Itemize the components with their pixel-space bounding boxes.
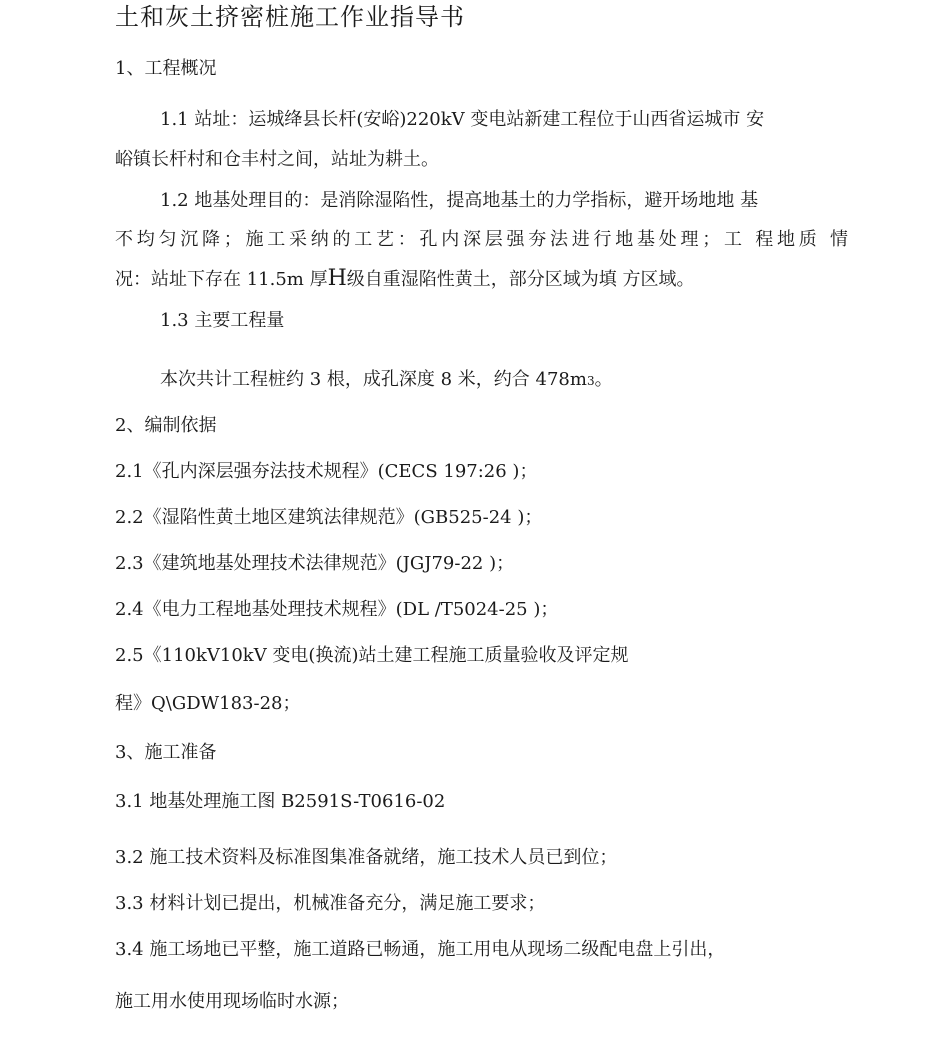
preparation-item: 3.4 施工场地已平整，施工道路已畅通，施工用电从现场二级配电盘上引出，: [115, 939, 726, 960]
cubic-unit-superscript: 3: [586, 374, 595, 388]
paragraph-1-2-line-3: [115, 267, 695, 292]
paragraph-1-3-text: [160, 368, 613, 393]
reference-item: 2.2《湿陷性黄土地区建筑法律规范》(GB525-24 )；: [115, 507, 543, 528]
paragraph-1-2-line-1: 1.2 地基处理目的：是消除湿陷性，提高地基土的力学指标，避开场地地 基: [160, 190, 759, 211]
paragraph-1-3-text-end: 。: [594, 369, 613, 390]
section-2-heading: 2、编制依据: [115, 415, 217, 436]
preparation-item: 3.1 地基处理施工图 B2591S-T0616-02: [115, 791, 446, 812]
paragraph-1-2-grade-letter: H: [327, 266, 347, 291]
paragraph-1-2-line-3-part-a: 况：站址下存在 11.5m 厚: [115, 269, 328, 290]
preparation-item-continuation: 施工用水使用现场临时水源；: [115, 991, 349, 1012]
reference-item-continuation: 程》Q\GDW183-28；: [115, 693, 301, 714]
paragraph-1-1-line-2: 峪镇长杆村和仓丰村之间，站址为耕土。: [115, 149, 439, 170]
section-3-heading: 3、施工准备: [115, 742, 217, 763]
section-1-heading: 1、工程概况: [115, 58, 217, 79]
reference-item: 2.5《110kV10kV 变电(换流)站土建工程施工质量验收及评定规: [115, 645, 629, 666]
paragraph-1-3-heading: 1.3 主要工程量: [160, 310, 285, 331]
paragraph-1-1-line-1: 1.1 站址：运城绛县长杆(安峪)220kV 变电站新建工程位于山西省运城市 安: [160, 109, 765, 130]
document-title: 土和灰土挤密桩施工作业指导书: [115, 3, 465, 31]
paragraph-1-3-text-main: 本次共计工程桩约 3 根，成孔深度 8 米，约合 478m: [160, 369, 587, 390]
reference-item: 2.4《电力工程地基处理技术规程》(DL /T5024-25 )；: [115, 599, 559, 620]
reference-item: 2.3《建筑地基处理技术法律规范》(JGJ79-22 )；: [115, 553, 515, 574]
paragraph-1-2-line-3-part-b: 级自重湿陷性黄土，部分区域为填 方区域。: [346, 269, 695, 290]
paragraph-1-2-line-2: 不均匀沉降；施工采纳的工艺：孔内深层强夯法进行地基处理；工 程地质 情: [115, 229, 848, 250]
reference-item: 2.1《孔内深层强夯法技术规程》(CECS 197:26 )；: [115, 461, 538, 482]
preparation-item: 3.3 材料计划已提出，机械准备充分，满足施工要求；: [115, 893, 546, 914]
preparation-item: 3.2 施工技术资料及标准图集准备就绪，施工技术人员已到位；: [115, 847, 618, 868]
